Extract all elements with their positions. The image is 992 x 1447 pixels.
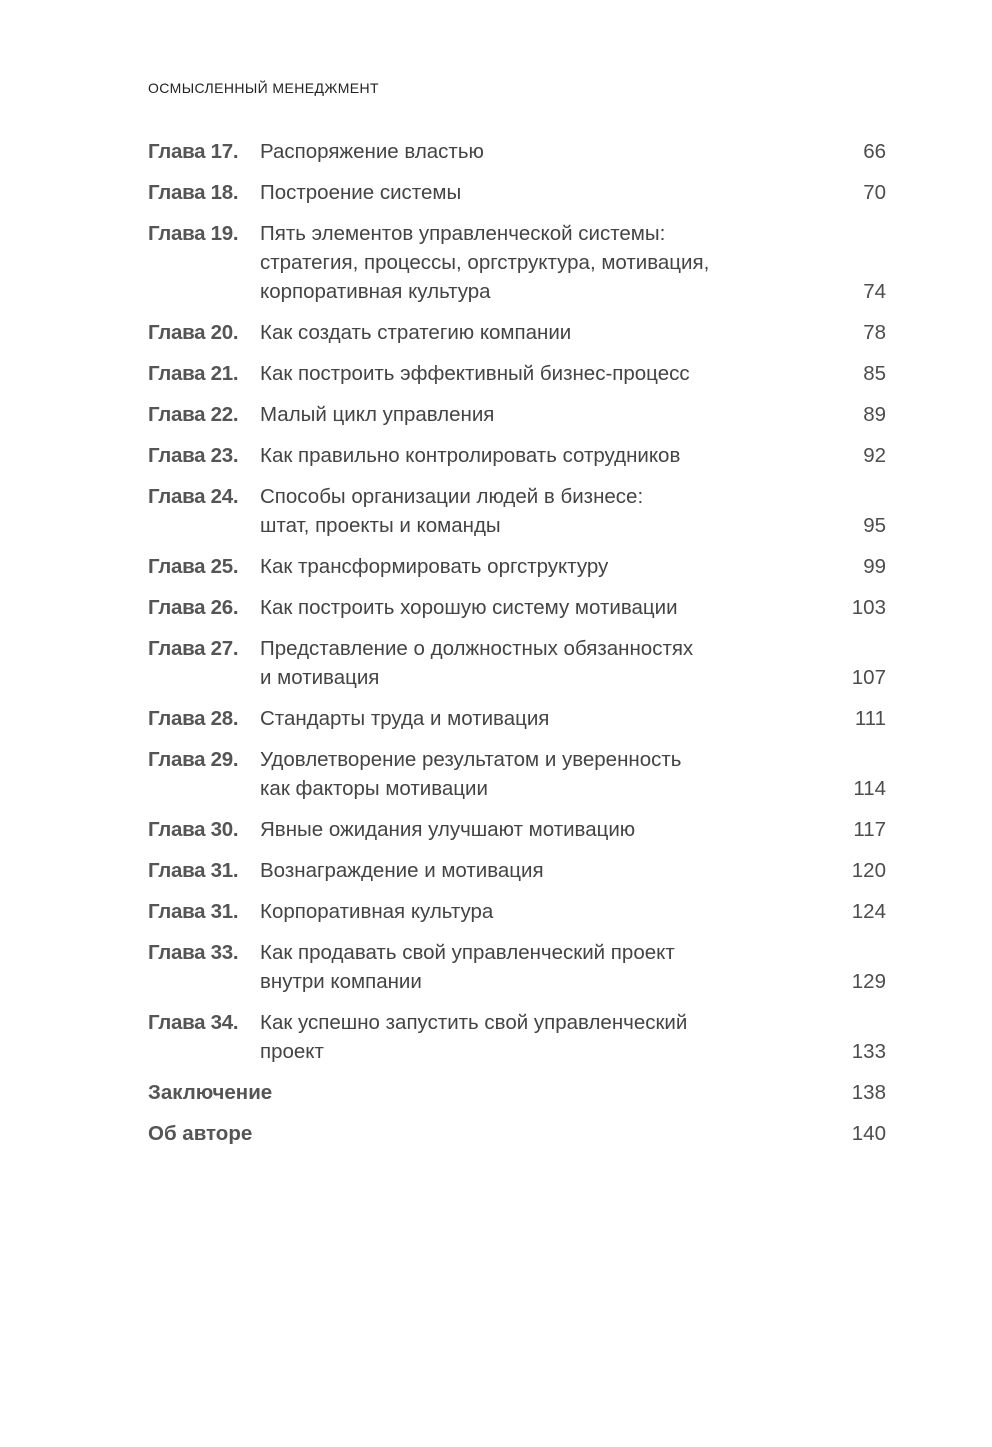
chapter-label: Глава 27. [148, 637, 239, 660]
chapter-title: Как продавать свой управленческий проект внутри компании [260, 941, 675, 993]
chapter-label: Глава 19. [148, 222, 239, 245]
toc-entry-chapter-34[interactable] [148, 1008, 886, 1066]
toc-entry-chapter-27[interactable] [148, 634, 886, 692]
chapter-title: Как построить эффективный бизнес-процесс [260, 362, 690, 385]
table-of-contents [148, 137, 886, 1160]
page-number: 140 [851, 1122, 886, 1145]
chapter-title: Вознаграждение и мотивация [260, 859, 544, 882]
toc-entry-chapter-31b[interactable] [148, 897, 886, 926]
toc-entry-conclusion[interactable] [148, 1078, 886, 1107]
section-title: Об авторе [148, 1122, 253, 1145]
chapter-label: Глава 29. [148, 748, 239, 771]
chapter-label: Глава 31. [148, 859, 239, 882]
page-number: 129 [851, 970, 886, 993]
page-number: 133 [851, 1040, 886, 1063]
toc-entry-chapter-20[interactable] [148, 318, 886, 347]
chapter-title: Распоряжение властью [260, 140, 484, 163]
toc-entry-chapter-18[interactable] [148, 178, 886, 207]
page-number: 89 [863, 403, 886, 426]
page-number: 78 [863, 321, 886, 344]
chapter-title: Как трансформировать оргструктуру [260, 555, 609, 578]
chapter-label: Глава 22. [148, 403, 239, 426]
chapter-title: Как правильно контролировать сотрудников [260, 444, 681, 467]
page-number: 99 [863, 555, 886, 578]
chapter-label: Глава 28. [148, 707, 239, 730]
page-number: 66 [863, 140, 886, 163]
page-number: 124 [851, 900, 886, 923]
toc-entry-chapter-31a[interactable] [148, 856, 886, 885]
chapter-title: Способы организации людей в бизнесе: штат, проекты и команды [260, 485, 644, 537]
page-number: 103 [851, 596, 886, 619]
toc-entry-chapter-23[interactable] [148, 441, 886, 470]
toc-entry-chapter-25[interactable] [148, 552, 886, 581]
chapter-label: Глава 33. [148, 941, 239, 964]
chapter-label: Глава 20. [148, 321, 239, 344]
chapter-title: Корпоративная культура [260, 900, 494, 923]
section-title: Заключение [148, 1081, 273, 1104]
chapter-title: Как построить хорошую систему мотивации [260, 596, 678, 619]
page-number: 107 [851, 666, 886, 689]
page-number: 111 [854, 707, 886, 730]
page-number: 120 [851, 859, 886, 882]
toc-entry-chapter-30[interactable] [148, 815, 886, 844]
chapter-label: Глава 18. [148, 181, 239, 204]
chapter-label: Глава 34. [148, 1011, 239, 1034]
chapter-label: Глава 26. [148, 596, 239, 619]
toc-entry-chapter-24[interactable] [148, 482, 886, 540]
page-number: 92 [863, 444, 886, 467]
chapter-title: Явные ожидания улучшают мотивацию [260, 818, 636, 841]
chapter-label: Глава 31. [148, 900, 239, 923]
chapter-label: Глава 30. [148, 818, 239, 841]
page-number: 114 [853, 777, 886, 800]
chapter-title: Стандарты труда и мотивация [260, 707, 550, 730]
chapter-label: Глава 23. [148, 444, 239, 467]
chapter-title: Удовлетворение результатом и уверенность как факторы мотивации [260, 748, 682, 800]
page-number: 117 [853, 818, 886, 841]
chapter-title: Малый цикл управления [260, 403, 495, 426]
toc-entry-chapter-19[interactable] [148, 219, 886, 306]
chapter-title: Как создать стратегию компании [260, 321, 572, 344]
chapter-title: Как успешно запустить свой управленческий проект [260, 1011, 688, 1063]
chapter-title: Пять элементов управленческой системы: стратегия, процессы, оргструктура, мотивация, корпоративная культура [260, 222, 710, 303]
chapter-label: Глава 17. [148, 140, 239, 163]
page-number: 138 [851, 1081, 886, 1104]
toc-entry-about-author[interactable] [148, 1119, 886, 1148]
toc-entry-chapter-21[interactable] [148, 359, 886, 388]
toc-entry-chapter-17[interactable] [148, 137, 886, 166]
page-number: 70 [863, 181, 886, 204]
chapter-label: Глава 21. [148, 362, 239, 385]
page-number: 85 [863, 362, 886, 385]
chapter-title: Представление о должностных обязанностях и мотивация [260, 637, 694, 689]
toc-entry-chapter-26[interactable] [148, 593, 886, 622]
chapter-title: Построение системы [260, 181, 462, 204]
toc-entry-chapter-33[interactable] [148, 938, 886, 996]
running-head-title: ОСМЫСЛЕННЫЙ МЕНЕДЖМЕНТ [148, 80, 379, 96]
chapter-label: Глава 24. [148, 485, 239, 508]
toc-entry-chapter-28[interactable] [148, 704, 886, 733]
chapter-label: Глава 25. [148, 555, 239, 578]
toc-entry-chapter-29[interactable] [148, 745, 886, 803]
page-number: 95 [863, 514, 886, 537]
toc-entry-chapter-22[interactable] [148, 400, 886, 429]
page-number: 74 [863, 280, 886, 303]
